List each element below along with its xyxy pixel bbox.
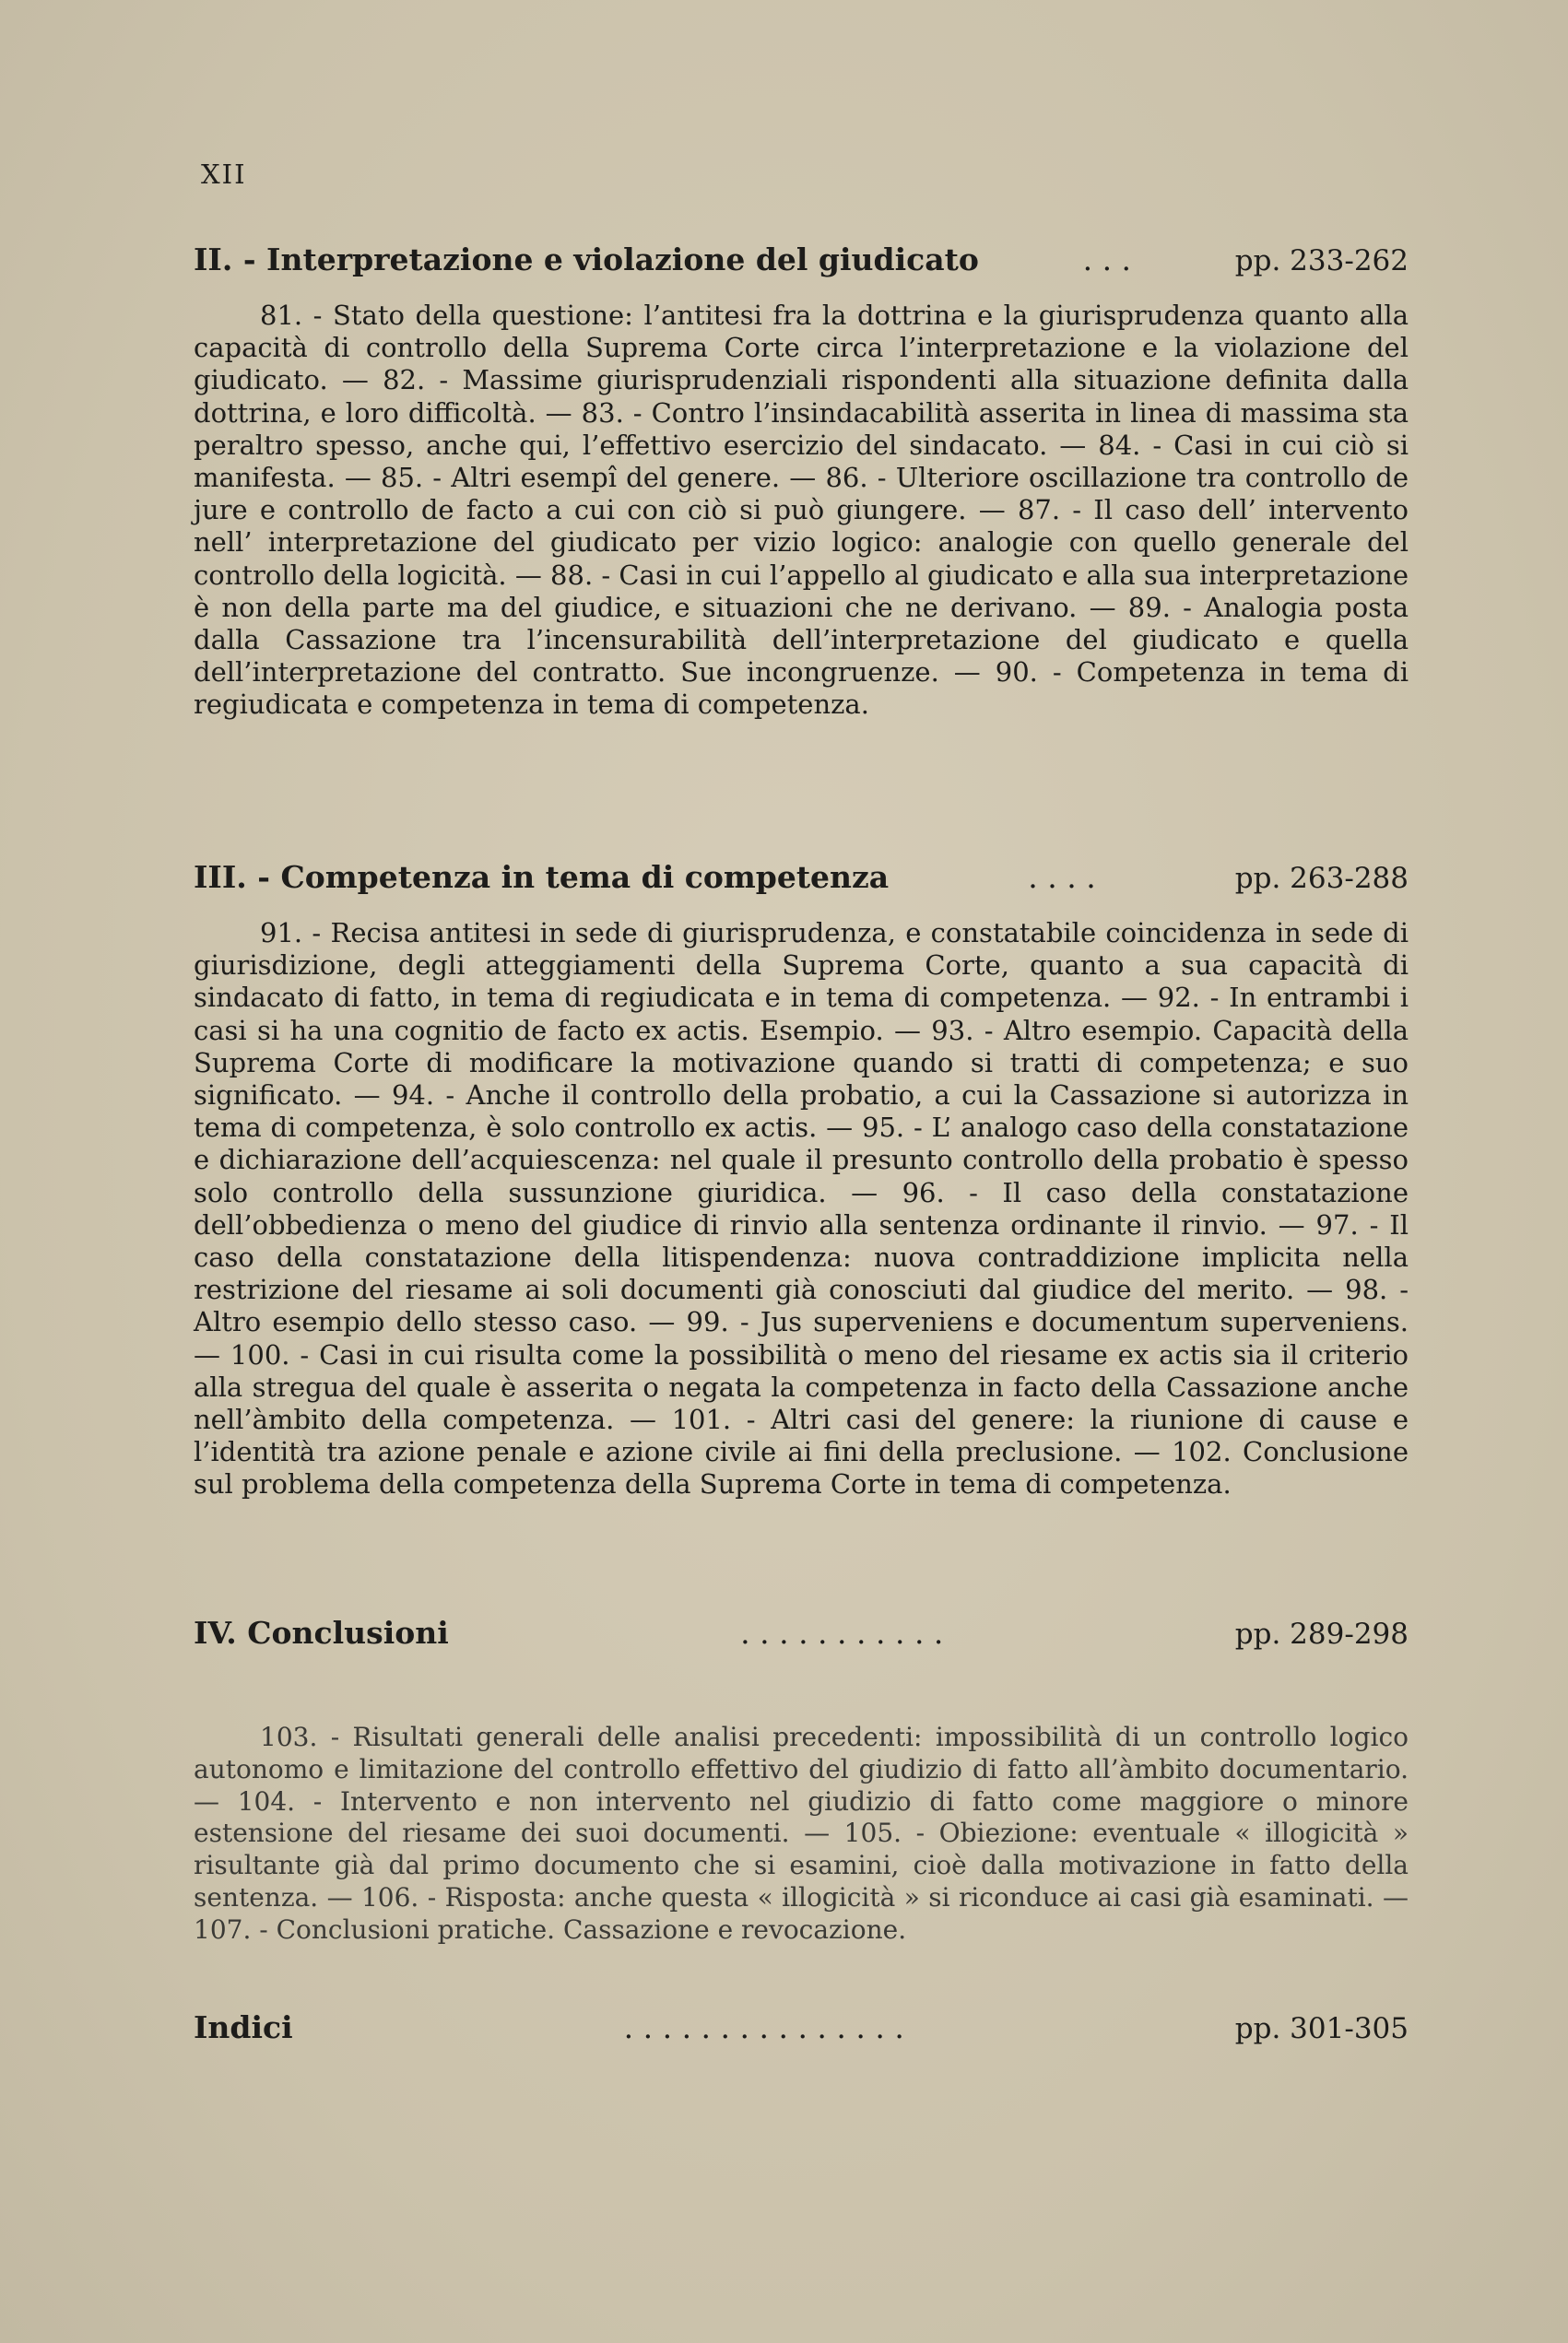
section-title: II. - Interpretazione e violazione del giudicato <box>194 241 979 277</box>
page-range: pp. 289-298 <box>1234 1618 1409 1651</box>
page-range: pp. 301-305 <box>1234 2012 1409 2045</box>
section-summary-iv: 103. - Risultati generali delle analisi precedenti: impossibilità di un controllo logico autonomo e limitazione del controllo effettivo del giudizio di fatto all’àmbito documentario. — 104. - Intervento e non intervento nel giudizio di fatto come maggiore o minore estensione del riesame dei suoi documenti. — 105. - Obiezione: eventuale « illogicità » risultante già dal primo documento che si esamini, cioè dalla motivazione in fatto della sentenza. — 106. - Risposta: anche questa « illogicità » si riconduce ai casi già esaminati. — 107. - Conclusioni pratiche. Cassazione e revocazione. <box>194 1722 1409 1945</box>
leader-dots: . . . . <box>1028 859 1096 895</box>
section-title: IV. Conclusioni <box>194 1615 449 1651</box>
section-heading-iii <box>194 859 1409 895</box>
leader-dots: . . . . . . . . . . . <box>740 1615 944 1651</box>
section-summary-iii: 91. - Recisa antitesi in sede di giurisprudenza, e constatabile coincidenza in sede di giurisdizione, degli atteggiamenti della Suprema Corte, quanto a sua capacità di sindacato di fatto, in tema di regiudicata e in tema di competenza. — 92. - In entrambi i casi si ha una cognitio de facto ex actis. Esempio. — 93. - Altro esempio. Capacità della Suprema Corte di modificare la motivazione quando si tratti di competenza; e suo significato. — 94. - Anche il controllo della probatio, a cui la Cassazione si autorizza in tema di competenza, è solo controllo ex actis. — 95. - L’ analogo caso della constatazione e dichiarazione dell’acquiescenza: nel quale il presunto controllo della probatio è spesso solo controllo della sussunzione giuridica. — 96. - Il caso della constatazione dell’obbedienza o meno del giudice di rinvio alla sentenza ordinante il rinvio. — 97. - Il caso della constatazione della litispendenza: nuova contraddizione implicita nella restrizione del riesame ai soli documenti già conosciuti dal giudice del merito. — 98. - Altro esempio dello stesso caso. — 99. - Jus superveniens e documentum superveniens. — 100. - Casi in cui risulta come la possibilità o meno del riesame ex actis sia il criterio alla stregua del quale è asserita o negata la competenza in facto della Cassazione anche nell’àmbito della competenza. — 101. - Altri casi del genere: la riunione di cause e l’identità tra azione penale e azione civile ai fini della preclusione. — 102. Conclusione sul problema della competenza della Suprema Corte in tema di competenza. <box>194 917 1409 1501</box>
page-range: pp. 233-262 <box>1234 244 1409 277</box>
section-heading-iv <box>194 1615 1409 1651</box>
section-heading-ii <box>194 241 1409 277</box>
page-number: XII <box>201 159 247 190</box>
section-heading-indici <box>194 2009 1409 2045</box>
section-title: III. - Competenza in tema di competenza <box>194 859 890 895</box>
section-title: Indici <box>194 2009 293 2045</box>
leader-dots: . . . . . . . . . . . . . . . <box>623 2009 904 2045</box>
leader-dots: . . . <box>1082 241 1132 277</box>
page-range: pp. 263-288 <box>1234 862 1409 895</box>
section-summary-ii: 81. - Stato della questione: l’antitesi fra la dottrina e la giurisprudenza quanto alla capacità di controllo della Suprema Corte circa l’interpretazione e la violazione del giudicato. — 82. - Massime giurisprudenziali rispondenti alla situazione definita dalla dottrina, e loro difficoltà. — 83. - Contro l’insindacabilità asserita in linea di massima sta peraltro spesso, anche qui, l’effettivo esercizio del sindacato. — 84. - Casi in cui ciò si manifesta. — 85. - Altri esempî del genere. — 86. - Ulteriore oscillazione tra controllo de jure e controllo de facto a cui con ciò si può giungere. — 87. - Il caso dell’ intervento nell’ interpretazione del giudicato per vizio logico: analogie con quello generale del controllo della logicità. — 88. - Casi in cui l’appello al giudicato e alla sua interpretazione è non della parte ma del giudice, e situazioni che ne derivano. — 89. - Analogia posta dalla Cassazione tra l’incensurabilità dell’interpretazione del giudicato e quella dell’interpretazione del contratto. Sue incongruenze. — 90. - Competenza in tema di regiudicata e competenza in tema di competenza. <box>194 300 1409 721</box>
